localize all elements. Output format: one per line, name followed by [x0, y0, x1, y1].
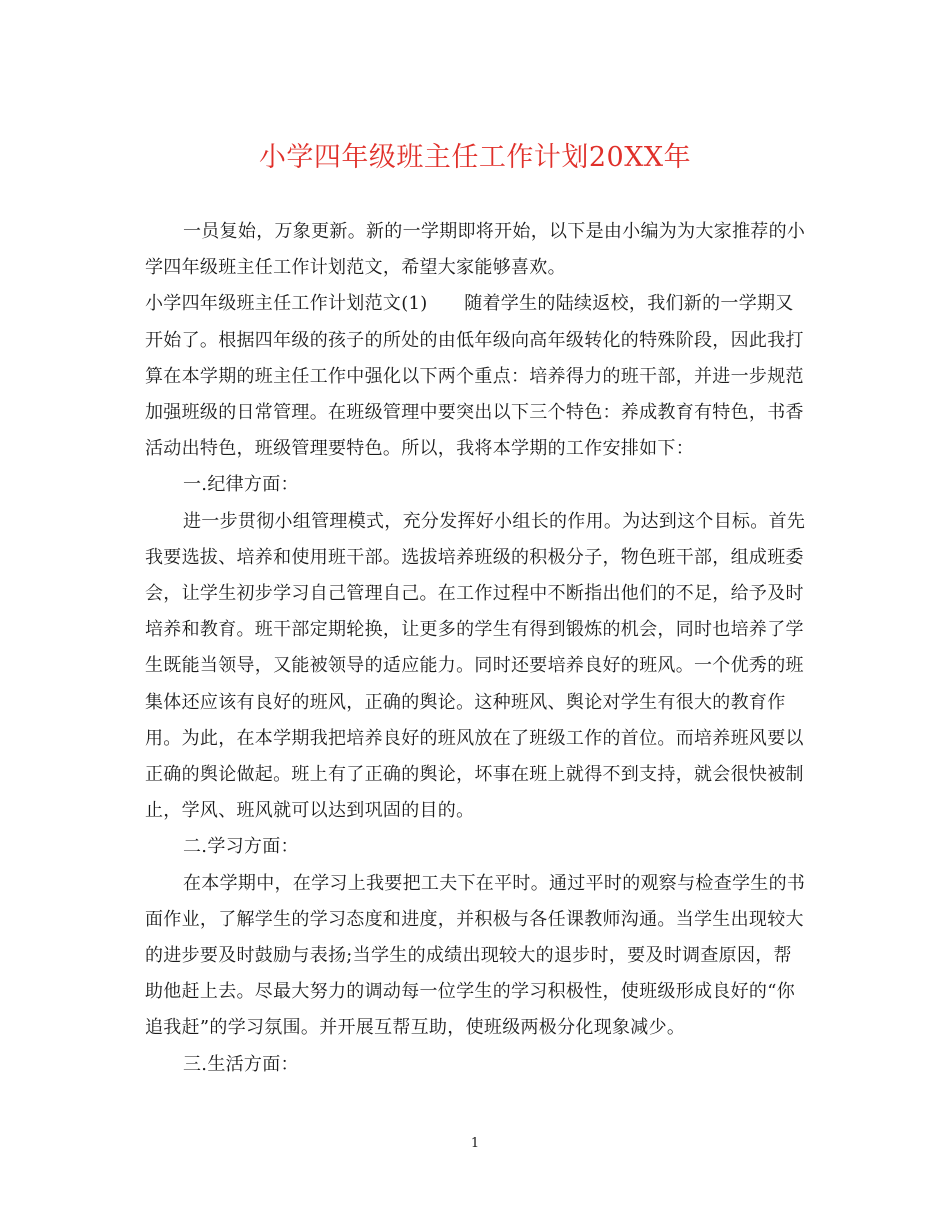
section-heading-study: 二.学习方面： [183, 836, 299, 858]
document-title: 小学四年级班主任工作计划20XX年 [258, 142, 692, 173]
discipline-paragraph: 进一步贯彻小组管理模式，充分发挥好小组长的作用。为达到这个目标。首先我要选拔、培养和使用班干部。选拔培养班级的积极分子，物色班干部，组成班委会，让学生初步学习自己管理自己。在工作过程中不断指出他们的不足，给予及时培养和教育。班干部定期轮换，让更多的学生有得到锻炼的机会，同时也培养了学生既能当领导，又能被领导的适应能力。同时还要培养良好的班风。一个优秀的班集体还应该有良好的班风，正确的舆论。这种班风、舆论对学生有很大的教育作用。为此，在本学期我把培养良好的班风放在了班级工作的首位。而培养班风要以正确的舆论做起。班上有了正确的舆论，坏事在班上就得不到支持，就会很快被制止，学风、班风就可以达到巩固的目的。 [145, 510, 806, 822]
plan-intro-paragraph: 小学四年级班主任工作计划范文(1) 随着学生的陆续返校，我们新的一学期又开始了。根据四年级的孩子的所处的由低年级向高年级转化的特殊阶段，因此我打算在本学期的班主任工作中强化以下两个重点：培养得力的班干部，并进一步规范加强班级的日常管理。在班级管理中要突出以下三个特色：养成教育有特色，书香活动出特色，班级管理要特色。所以，我将本学期的工作安排如下： [145, 293, 804, 460]
section-heading-discipline: 一.纪律方面： [183, 474, 299, 496]
study-paragraph: 在本学期中，在学习上我要把工夫下在平时。通过平时的观察与检查学生的书面作业，了解学生的学习态度和进度，并积极与各任课教师沟通。当学生出现较大的进步要及时鼓励与表扬;当学生的成绩出现较大的退步时，要及时调查原因，帮助他赶上去。尽最大努力的调动每一位学生的学习积极性，使班级形成良好的“你追我赶”的学习氛围。并开展互帮互助，使班级两极分化现象减少。 [145, 872, 806, 1039]
document-body [145, 214, 810, 1083]
section-heading-life: 三.生活方面： [183, 1053, 299, 1075]
intro-paragraph: 一员复始，万象更新。新的一学期即将开始，以下是由小编为为大家推荐的小学四年级班主任工作计划范文，希望大家能够喜欢。 [145, 221, 806, 279]
page-number: 1 [470, 1136, 480, 1151]
